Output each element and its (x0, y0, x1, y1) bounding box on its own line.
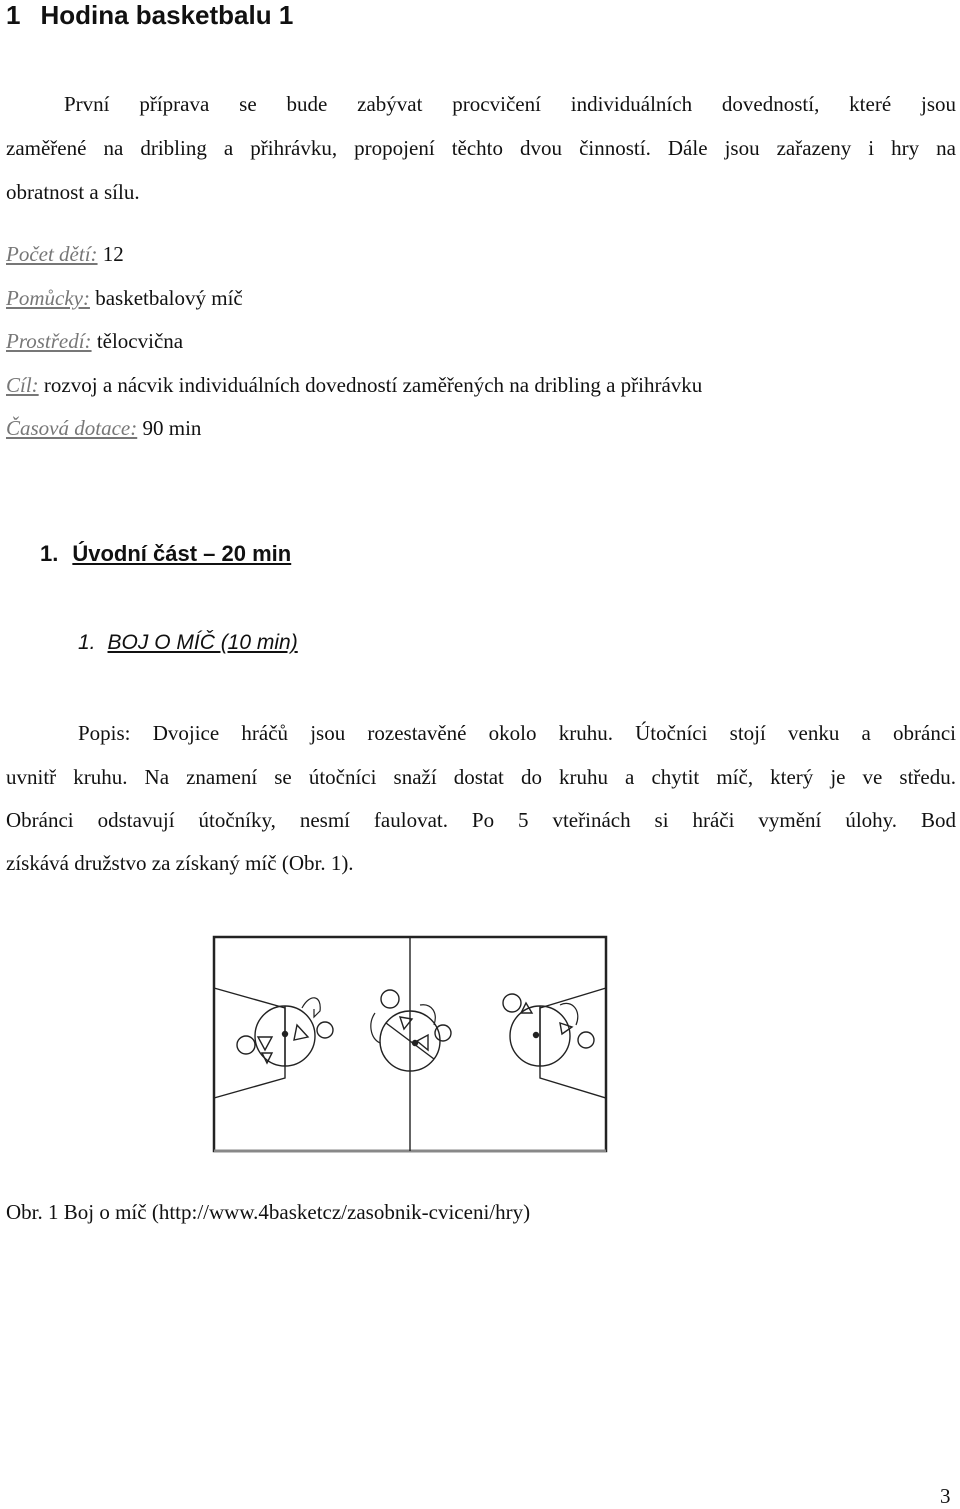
exercise-heading (78, 631, 298, 655)
description-line-4: získává družstvo za získaný míč (Obr. 1). (6, 851, 354, 875)
heading-title: Hodina basketbalu 1 (40, 0, 294, 30)
right-key (540, 988, 606, 1098)
intro-line-1: První příprava se bude zabývat procvičení individuálních dovedností, které jsou (64, 92, 956, 116)
movement-arrow (371, 1013, 380, 1043)
exercise-title: BOJ O MÍČ (10 min) (107, 631, 298, 654)
heading-number: 1 (6, 0, 21, 30)
attacker-player (237, 1036, 255, 1054)
attacker-player (435, 1025, 451, 1041)
ball-left (283, 1032, 288, 1037)
description-line-2: uvnitř kruhu. Na znamení se útočníci snaží dostat do kruhu a chytit míč, který je ve středu. (6, 765, 956, 789)
figure-caption: Obr. 1 Boj o míč (http://www.4basketcz/zasobnik-cviceni/hry) (6, 1200, 531, 1224)
defender-player (294, 1025, 308, 1040)
ball-right (534, 1033, 539, 1038)
exercise-number: 1. (78, 631, 96, 654)
info-label: Počet dětí: (6, 242, 98, 266)
intro-line-3: obratnost a sílu. (6, 180, 140, 204)
info-value: tělocvična (96, 329, 184, 353)
left-key (214, 988, 285, 1098)
description-line-3: Obránci odstavují útočníky, nesmí faulovat. Po 5 vteřinách si hráči vymění úlohy. Bod (6, 808, 956, 832)
info-label: Prostředí: (6, 329, 92, 353)
info-environment (6, 329, 183, 354)
attacker-player (317, 1022, 333, 1038)
section-title: Úvodní část – 20 min (72, 541, 292, 566)
info-value: rozvoj a nácvik individuálních dovedností zaměřených na dribling a přihrávku (43, 373, 703, 397)
attacker-player (503, 994, 521, 1012)
info-label: Časová dotace: (6, 416, 138, 440)
page-heading (6, 0, 293, 31)
defender-player (258, 1037, 272, 1050)
intro-line-2: zaměřené na dribling a přihrávku, propojení těchto dvou činností. Dále jsou zařazeny i hry na (6, 136, 956, 160)
info-children-count (6, 242, 124, 267)
info-value: basketbalový míč (95, 286, 243, 310)
movement-arrow (560, 1003, 578, 1025)
description-line-1: Popis: Dvojice hráčů jsou rozestavěné okolo kruhu. Útočníci stojí venku a obránci (78, 721, 956, 745)
page-number: 3 (940, 1484, 951, 1508)
attacker-player (578, 1032, 594, 1048)
info-goal (6, 373, 702, 398)
info-value: 90 min (142, 416, 202, 440)
section-number: 1. (40, 541, 59, 566)
info-label: Cíl: (6, 373, 39, 397)
court-diagram (210, 933, 610, 1155)
section-heading (40, 541, 291, 567)
info-duration (6, 416, 201, 441)
info-value: 12 (102, 242, 124, 266)
attacker-player (381, 990, 399, 1008)
info-label: Pomůcky: (6, 286, 90, 310)
info-equipment (6, 286, 243, 311)
